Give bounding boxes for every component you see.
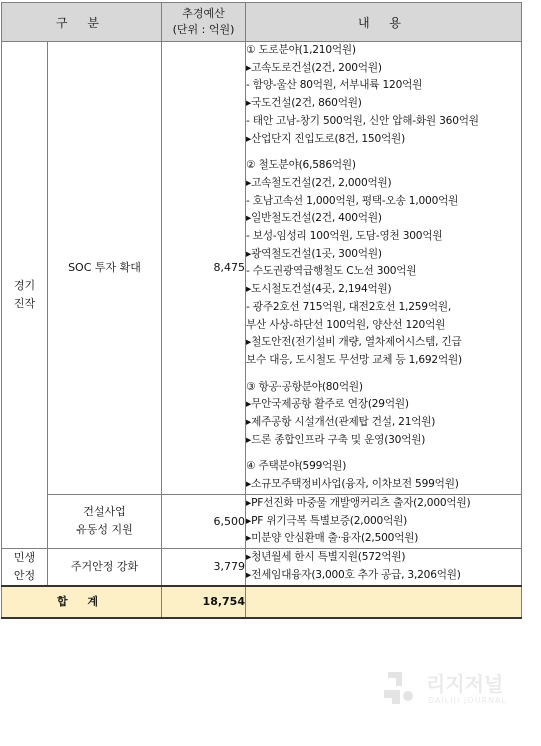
section-gap (246, 370, 521, 379)
content-line: ▸소규모주택정비사업(융자, 이차보전 599억원) (246, 478, 459, 491)
table-row (2, 494, 522, 548)
content-cell (246, 548, 522, 586)
category-label: 민생 (13, 550, 36, 564)
content-line: ▸제주공항 시설개선(관제탑 건설, 21억원) (246, 416, 436, 429)
content-line: ▸일반철도건설(2건, 400억원) (246, 212, 382, 225)
total-row (2, 586, 522, 618)
item-label: SOC 투자 확대 (68, 260, 141, 274)
content-line: 보수 대응, 도시철도 무선망 교체 등 1,692억원) (246, 353, 462, 366)
content-line: - 함양-울산 80억원, 서부내륙 120억원 (246, 79, 423, 92)
content-line: ▸산업단지 진입도로(8건, 150억원) (246, 132, 406, 145)
header-budget (162, 3, 246, 42)
watermark-text: 리지저널 (426, 672, 504, 696)
total-content-cell (246, 586, 522, 618)
category-label: 진작 (13, 296, 36, 310)
table-row (2, 42, 522, 495)
content-line: ③ 항공·공항분야(80억원) (246, 380, 363, 393)
section-gap (246, 148, 521, 157)
amount-cell: 6,500 (162, 494, 246, 548)
content-line: - 태안 고남-창기 500억원, 신안 압해-화원 360억원 (246, 114, 479, 127)
content-line: ② 철도분야(6,586억원) (246, 159, 356, 172)
item-cell (48, 42, 162, 495)
content-line: ▸철도안전(전기설비 개량, 열차제어시스템, 긴급 (246, 336, 462, 349)
content-cell (246, 42, 522, 495)
amount-cell: 8,475 (162, 42, 246, 495)
header-row (2, 3, 522, 42)
content-line: ▸드론 종합인프라 구축 및 운영(30억원) (246, 433, 426, 446)
content-line: ▸국도건설(2건, 860억원) (246, 97, 362, 110)
table-row (2, 548, 522, 586)
content-line: ▸PF 위기극복 특별보증(2,000억원) (246, 514, 408, 527)
header-content: 내 용 (246, 3, 522, 42)
category-label: 경기 (13, 278, 36, 292)
content-line: ▸전세임대융자(3,000호 추가 공급, 3,206억원) (246, 568, 461, 581)
content-line: - 보성-임성리 100억원, 도담-영천 300억원 (246, 230, 443, 243)
content-line: ▸광역철도건설(1곳, 300억원) (246, 247, 382, 260)
content-line: ▸도시철도건설(4곳, 2,194억원) (246, 283, 392, 296)
content-line: - 호남고속선 1,000억원, 평택-오송 1,000억원 (246, 194, 459, 207)
item-label: 유동성 지원 (76, 523, 133, 537)
item-cell (48, 548, 162, 586)
content-line: ▸PF선진화 마중물 개발앵커리츠 출자(2,000억원) (246, 496, 471, 509)
content-line: ▸미분양 안심환매 출·융자(2,500억원) (246, 532, 419, 545)
content-line: - 수도권광역급행철도 C노선 300억원 (246, 265, 417, 278)
category-cell (2, 548, 48, 586)
content-line: ④ 주택분야(599억원) (246, 460, 347, 473)
header-budget-title: 추경예산 (182, 7, 225, 20)
budget-table (1, 2, 522, 619)
content-line: ① 도로분야(1,210억원) (246, 44, 356, 56)
header-category: 구 분 (2, 3, 162, 42)
amount-cell: 3,779 (162, 548, 246, 586)
category-cell (2, 42, 48, 549)
content-line: ▸청년월세 한시 특별지원(572억원) (246, 550, 406, 563)
section-gap (246, 449, 521, 458)
category-label: 안정 (13, 568, 36, 582)
item-label: 주거안정 강화 (70, 559, 139, 573)
content-cell (246, 494, 522, 548)
total-amount: 18,754 (162, 586, 246, 618)
content-line: ▸무안국제공항 활주로 연장(29억원) (246, 398, 409, 411)
watermark-logo-icon (380, 666, 420, 710)
watermark-subtext: DAILIJI JOURNAL (428, 696, 507, 705)
total-label: 합 계 (2, 586, 162, 618)
content-line: - 광주2호선 715억원, 대전2호선 1,259억원, (246, 300, 452, 313)
item-cell (48, 494, 162, 548)
item-label: 건설사업 (83, 505, 126, 519)
content-line: ▸고속도로건설(2건, 200억원) (246, 61, 382, 74)
header-budget-unit: (단위 : 억원) (172, 23, 235, 36)
watermark-logo (380, 666, 540, 716)
content-line: ▸고속철도건설(2건, 2,000억원) (246, 176, 392, 189)
content-line: 부산 사상-하단선 100억원, 양산선 120억원 (246, 318, 446, 331)
